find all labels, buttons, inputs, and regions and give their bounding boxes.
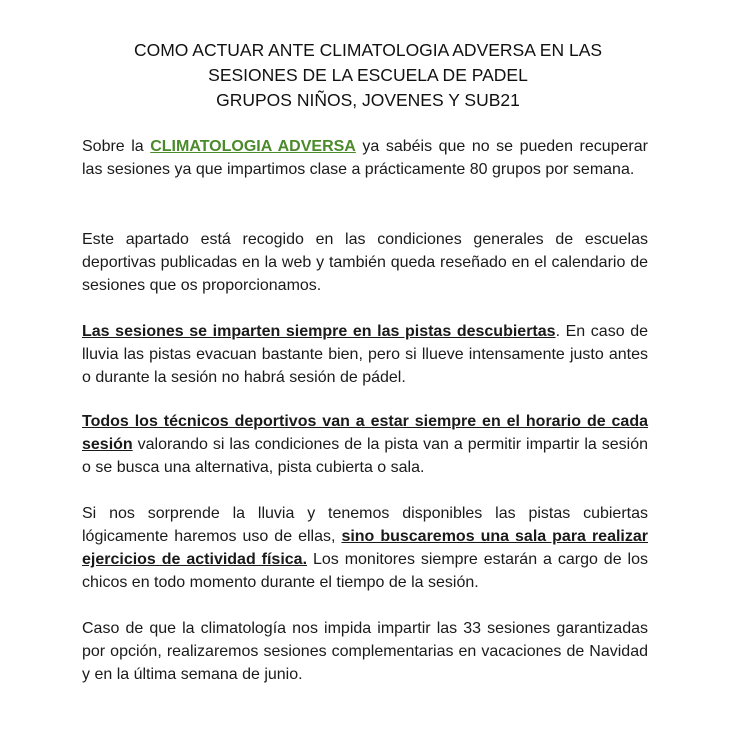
paragraph-rain-alternative <box>82 502 648 594</box>
title-line-2: SESIONES DE LA ESCUELA DE PADEL <box>208 65 528 85</box>
p4-emphasis: Todos los técnicos deportivos van a estar siempre en el horario de cada sesión <box>82 413 648 453</box>
p5-emphasis: sino buscaremos una sala para realizar ejercicios de actividad física. <box>82 528 648 568</box>
document-title <box>0 38 736 113</box>
p5-text-after: Los monitores siempre estarán a cargo de los chicos en todo momento durante el tiempo de la sesión. <box>82 551 648 591</box>
title-line-1: COMO ACTUAR ANTE CLIMATOLOGIA ADVERSA EN LAS <box>133 40 603 60</box>
climatologia-adversa-link[interactable]: CLIMATOLOGIA ADVERSA <box>150 138 356 155</box>
p4-text-after: valorando si las condiciones de la pista van a permitir impartir la sesión o se busca una alternativa, pista cubierta o sala. <box>82 436 648 476</box>
p5-text-before: Si nos sorprende la lluvia y tenemos disponibles las pistas cubiertas lógicamente haremos uso de ellas, <box>82 505 648 545</box>
p3-text-after: . En caso de lluvia las pistas evacuan bastante bien, pero si llueve intensamente justo antes o durante la sesión no habrá sesión de pádel. <box>82 323 649 386</box>
p1-text-before: Sobre la <box>82 138 151 155</box>
p6-text: Caso de que la climatología nos impida impartir las 33 sesiones garantizadas por opción, realizaremos sesiones complementarias en vacaciones de Navidad y en la última semana de junio. <box>82 620 648 683</box>
paragraph-outdoor-courts <box>82 320 648 389</box>
p2-text: Este apartado está recogido en las condiciones generales de escuelas deportivas publicadas en la web y también queda reseñado en el calendario de sesiones que os proporcionamos. <box>82 231 648 294</box>
paragraph-general-conditions <box>82 228 648 297</box>
p1-text-after: ya sabéis que no se pueden recuperar las sesiones ya que impartimos clase a prácticamente 80 grupos por semana. <box>82 138 648 178</box>
paragraph-coaches <box>82 410 648 479</box>
title-line-3: GRUPOS NIÑOS, JOVENES Y SUB21 <box>216 90 520 110</box>
paragraph-complementary-sessions <box>82 617 648 686</box>
paragraph-adverse-weather <box>82 135 648 181</box>
p3-emphasis: Las sesiones se imparten siempre en las pistas descubiertas <box>82 323 556 340</box>
